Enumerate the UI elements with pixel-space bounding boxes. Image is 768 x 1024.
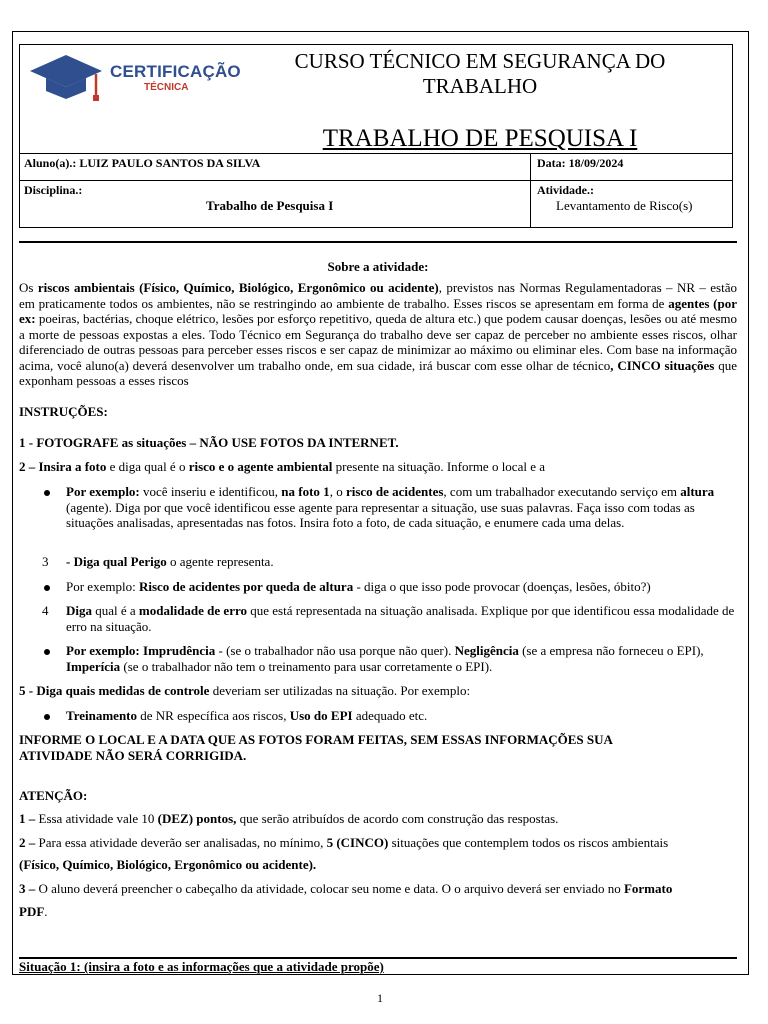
- list-number: 4: [42, 603, 49, 618]
- attention-item-2-cont: (Físico, Químico, Biológico, Ergonômico ou acidente).: [19, 857, 317, 872]
- intro-paragraph: Os riscos ambientais (Físico, Químico, Biológico, Ergonômico ou acidente), previstos nas Normas Regulamentadoras – NR – estão em praticamente todos os ambientes, não se restringindo ao ambiente de trabalho. Esses riscos se apresentam em forma de agentes (por ex: poeiras, bactérias, choque elétrico, lesões por esforço repetitivo, queda de altura etc.) que podem causar doenças, lesões ou até mesmo a morte de pessoas expostas a eles. Todo Técnico em Segurança do trabalho deve ser capaz de perceber no ambiente esses riscos, olhar diferenciado de outras pessoas para perceber esses riscos e ser capaz de minimizar ao máximo ou eliminar eles. Com base na informação acima, você aluno(a) deverá desenvolver um trabalho onde, em sua cidade, irá buscar com esse olhar de técnico, CINCO situações que exponham pessoas a esses riscos: [19, 280, 737, 388]
- attention-item-2: 2 – Para essa atividade deverão ser analisadas, no mínimo, 5 (CINCO) situações que contemplem todos os riscos ambientais: [19, 835, 669, 850]
- list-text: Diga qual é a modalidade de erro que está representada na situação analisada. Explique por que identificou essa modalidade de erro na situação.: [66, 603, 735, 634]
- course-title-line2: TRABALHO: [422, 74, 538, 98]
- attention-item-1: 1 – Essa atividade vale 10 (DEZ) pontos, que serão atribuídos de acordo com construção das respostas.: [19, 811, 559, 826]
- about-heading: Sobre a atividade:: [327, 259, 429, 274]
- discipline-value: Trabalho de Pesquisa I: [206, 198, 334, 213]
- logo-word2: TÉCNICA: [144, 82, 189, 93]
- situation-heading: Situação 1: (insira a foto e as informações que a atividade propõe): [19, 959, 384, 974]
- attention-heading: ATENÇÃO:: [19, 788, 88, 803]
- instruction-item-1: 1 - FOTOGRAFE as situações – NÃO USE FOTOS DA INTERNET.: [19, 435, 399, 450]
- bullet-text: Por exemplo: Risco de acidentes por queda de altura - diga o que isso pode provocar (doenças, lesões, óbito?): [66, 579, 651, 594]
- research-title: TRABALHO DE PESQUISA I: [322, 125, 638, 152]
- section-divider: [19, 241, 737, 243]
- student-name: Aluno(a).: LUIZ PAULO SANTOS DA SILVA: [24, 156, 261, 170]
- activity-label: Atividade.:: [537, 183, 594, 197]
- instruction-item-5: 5 - Diga quais medidas de controle deveriam ser utilizadas na situação. Por exemplo:: [19, 683, 471, 698]
- inform-warning: INFORME O LOCAL E A DATA QUE AS FOTOS FORAM FEITAS, SEM ESSAS INFORMAÇÕES SUA ATIVIDADE NÃO SERÁ CORRIGIDA.: [19, 732, 613, 763]
- bullet-icon: [44, 643, 58, 659]
- bullet-icon: [44, 708, 58, 724]
- bullet-text: Por exemplo: Imprudência - (se o trabalhador não usa porque não quer). Negligência (se a empresa não forneceu o EPI), Imperícia (se o trabalhador não tem o treinamento para usar corretamente o EPI).: [66, 643, 704, 674]
- list-text: - Diga qual Perigo o agente representa.: [66, 554, 274, 569]
- header-column-divider: [530, 153, 531, 227]
- bullet-text: Treinamento de NR específica aos riscos, Uso do EPI adequado etc.: [66, 708, 428, 723]
- activity-value: Levantamento de Risco(s): [556, 198, 693, 213]
- about-section: [19, 259, 737, 275]
- course-title: [260, 49, 700, 99]
- list-number: 3: [42, 554, 49, 569]
- logo-word1: CERTIFICAÇÃO: [110, 62, 241, 81]
- instructions-heading: INSTRUÇÕES:: [19, 404, 108, 419]
- header-divider: [20, 153, 732, 154]
- page-number: 1: [377, 991, 383, 1005]
- header-divider: [20, 180, 732, 181]
- bullet-icon: [44, 484, 58, 500]
- logo: [26, 49, 241, 109]
- date: Data: 18/09/2024: [537, 156, 624, 170]
- bullet-icon: [44, 579, 58, 595]
- instruction-item-2: 2 – Insira a foto e diga qual é o risco e o agente ambiental presente na situação. Informe o local e a: [19, 459, 546, 474]
- attention-item-3: 3 – O aluno deverá preencher o cabeçalho da atividade, colocar seu nome e data. O o arquivo deverá ser enviado no Formato: [19, 881, 673, 896]
- discipline-label: Disciplina.:: [24, 183, 83, 197]
- bullet-text: Por exemplo: você inseriu e identificou, na foto 1, o risco de acidentes, com um trabalhador executando serviço em altura (agente). Diga por que você identificou esse agente para representar a situação, use suas palavras. Faça isso com todas as situações analisadas, apresentadas nas fotos. Insira foto a foto, de cada situação, e enumere cada uma delas.: [66, 484, 715, 530]
- course-title-line1: CURSO TÉCNICO EM SEGURANÇA DO: [294, 49, 666, 73]
- header-table: [19, 44, 733, 228]
- attention-item-3-cont: PDF.: [19, 904, 48, 919]
